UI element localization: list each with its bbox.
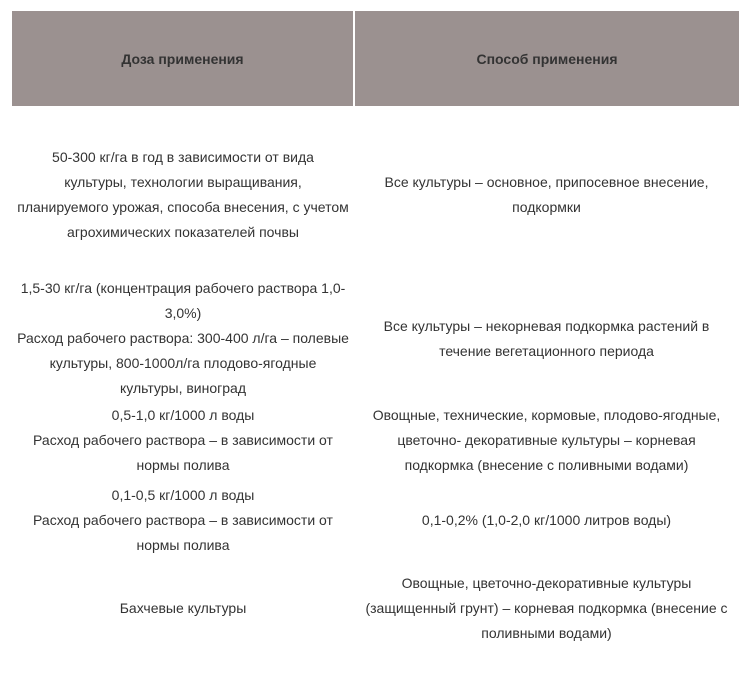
table-header-row (12, 11, 739, 106)
method-line: цветочно- декоративные культуры – корневая (397, 432, 696, 448)
method-cell (354, 106, 739, 276)
method-line: Все культуры – некорневая подкормка растений в (383, 317, 710, 334)
dose-cell (12, 480, 354, 560)
dose-line: Расход рабочего раствора: 300-400 л/га – полевые (17, 330, 349, 346)
table-row (12, 401, 739, 480)
method-cell (354, 276, 739, 401)
method-cell (354, 480, 739, 560)
dose-line: культуры, 800-1000л/га плодово-ягодные (49, 355, 317, 371)
method-line: подкормки (512, 199, 581, 215)
table-header (12, 11, 739, 106)
method-line: течение вегетационного периода (439, 342, 654, 359)
method-line: (защищенный грунт) – корневая подкормка (внесение с (365, 599, 728, 616)
dose-cell (12, 276, 354, 401)
dose-line: культуры, технологии выращивания, (64, 174, 302, 190)
method-line: Все культуры – основное, припосевное внесение, (384, 174, 709, 190)
method-line: 0,1-0,2% (1,0-2,0 кг/1000 литров воды) (421, 511, 672, 528)
dose-line: 0,1-0,5 кг/1000 л воды (111, 486, 255, 503)
method-line: Овощные, технические, кормовые, плодово-ягодные, (372, 407, 721, 423)
dose-cell (12, 401, 354, 480)
dose-line: 0,5-1,0 кг/1000 л воды (111, 407, 255, 423)
dose-line: Расход рабочего раствора – в зависимости от (33, 432, 333, 448)
dose-line: 50-300 кг/га в год в зависимости от вида (52, 149, 314, 165)
table-body (12, 106, 739, 656)
header-method: Способ применения (354, 11, 739, 106)
dose-line: 3,0%) (164, 305, 202, 321)
header-dose: Доза применения (12, 11, 354, 106)
table-row (12, 106, 739, 276)
method-cell (354, 401, 739, 480)
dose-line: Расход рабочего раствора – в зависимости от (33, 511, 333, 528)
method-line: Овощные, цветочно-декоративные культуры (401, 574, 692, 591)
table-row (12, 480, 739, 560)
dose-line: 1,5-30 кг/га (концентрация рабочего раствора 1,0- (20, 280, 346, 296)
dose-line: культуры, виноград (119, 380, 246, 396)
dose-line: нормы полива (136, 457, 230, 473)
table-row (12, 276, 739, 401)
method-line: подкормка (внесение с поливными водами) (404, 457, 689, 473)
dose-line: Бахчевые культуры (119, 599, 247, 616)
dose-line: нормы полива (136, 536, 230, 553)
dose-line: планируемого урожая, способа внесения, с учетом (17, 199, 349, 215)
method-line: поливными водами) (481, 624, 612, 641)
dose-line: агрохимических показателей почвы (67, 224, 299, 240)
method-cell (354, 560, 739, 656)
dose-cell (12, 560, 354, 656)
dose-cell (12, 106, 354, 276)
application-table (12, 11, 739, 656)
table-row (12, 560, 739, 656)
